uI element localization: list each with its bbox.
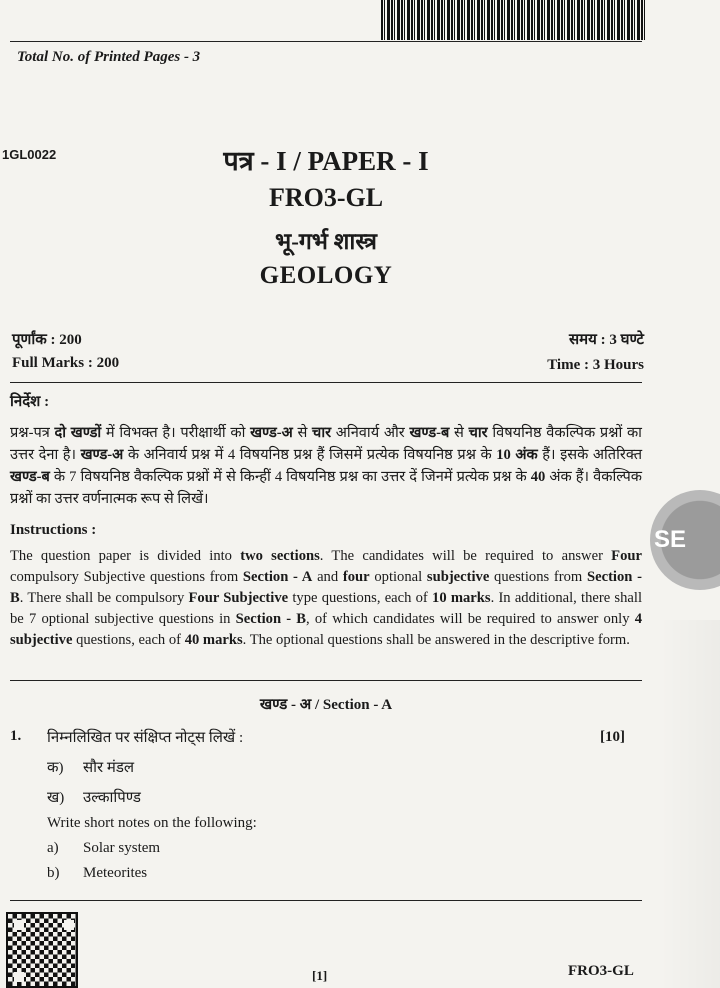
body-text: अंक हैं। वैकल्पिक प्रश्नों का उत्तर वर्णनात्मक रूप से लिखें। <box>10 469 642 507</box>
footer-code: FRO3-GL <box>568 963 634 979</box>
emphasis-text: 10 अंक <box>496 447 538 463</box>
emphasis-text: चार <box>312 425 332 441</box>
body-text: . In additional, there shall be 7 optional subjective questions in <box>10 590 643 627</box>
emphasis-text: खण्ड-अ <box>250 425 293 441</box>
body-text: questions, each of <box>72 632 185 648</box>
paper-title: पत्र - I / PAPER - I <box>223 146 429 176</box>
hindi-option-text: उल्कापिण्ड <box>83 790 141 806</box>
english-instructions-text <box>10 546 642 651</box>
body-text: विषयनिष्ठ वैकल्पिक प्रश्नों का उत्तर देना है। <box>10 425 642 463</box>
subject-code: FRO3-GL <box>268 183 384 212</box>
body-text: . The optional questions shall be answered in the descriptive form. <box>242 632 630 648</box>
hindi-option-label: ख) <box>47 790 65 806</box>
emphasis-text: चार <box>468 425 488 441</box>
printed-pages: Total No. of Printed Pages - 3 <box>17 49 201 65</box>
qr-code <box>6 912 78 988</box>
time-hindi: समय : 3 घण्टे <box>569 332 644 348</box>
section-rule <box>10 680 642 681</box>
body-text: से <box>292 425 313 441</box>
full-marks-hindi: पूर्णांक : 200 <box>12 332 82 348</box>
body-text: अनिवार्य और <box>331 425 410 441</box>
emphasis-text: Section - A <box>242 569 313 585</box>
page-number: [1] <box>312 968 328 983</box>
question-marks: [10] <box>600 729 625 745</box>
hindi-subject-title: भू-गर्भ शास्त्र <box>275 229 377 254</box>
section-a-heading: खण्ड - अ / Section - A <box>259 697 393 713</box>
watermark-stamp <box>650 490 720 590</box>
hindi-instructions-heading: निर्देश : <box>10 394 50 410</box>
english-option-label: b) <box>47 865 60 881</box>
emphasis-text: 40 marks <box>184 632 243 648</box>
page-edge-shade <box>660 620 720 988</box>
hindi-option-label: क) <box>47 760 64 776</box>
body-text: , of which candidates will be required to answer only <box>306 611 635 627</box>
full-marks-english: Full Marks : 200 <box>12 355 120 371</box>
emphasis-text: subjective <box>426 569 490 585</box>
emphasis-text: Section - B <box>235 611 307 627</box>
emphasis-text: खण्ड-ब <box>10 469 50 485</box>
emphasis-text: 4 subjective <box>10 611 642 648</box>
english-subject-title: GEOLOGY <box>259 262 393 289</box>
body-text: The question paper is divided into <box>10 548 241 564</box>
question-english-text: Write short notes on the following: <box>47 815 257 831</box>
emphasis-text: दो खण्डों <box>54 425 102 441</box>
emphasis-text: Section - B <box>10 569 642 606</box>
english-instructions-heading: Instructions : <box>10 522 97 538</box>
body-text: questions from <box>489 569 587 585</box>
barcode <box>381 0 646 40</box>
body-text: में विभक्त है। परीक्षार्थी को <box>101 425 251 441</box>
emphasis-text: four <box>342 569 370 585</box>
english-option-label: a) <box>47 840 59 856</box>
body-text: type questions, each of <box>288 590 433 606</box>
stamp-text: SE <box>654 526 687 553</box>
body-text: प्रश्न-पत्र <box>10 425 55 441</box>
instructions-rule <box>10 382 642 383</box>
body-text: optional <box>369 569 427 585</box>
question-hindi-text: निम्नलिखित पर संक्षिप्त नोट्स लिखें : <box>47 730 244 746</box>
body-text: के अनिवार्य प्रश्न में 4 विषयनिष्ठ प्रश्न हैं जिसमें प्रत्येक विषयनिष्ठ प्रश्न के <box>123 447 497 463</box>
body-text: and <box>312 569 343 585</box>
body-text: . The candidates will be required to answer <box>319 548 612 564</box>
top-rule <box>10 41 642 42</box>
emphasis-text: two sections <box>240 548 320 564</box>
emphasis-text: खण्ड-अ <box>80 447 124 463</box>
english-option-text: Meteorites <box>83 865 148 881</box>
english-option-text: Solar system <box>83 840 161 856</box>
emphasis-text: 40 <box>530 469 546 485</box>
question-number: 1. <box>10 728 22 744</box>
emphasis-text: Four <box>611 548 642 564</box>
emphasis-text: खण्ड-ब <box>409 425 450 441</box>
body-text: के 7 विषयनिष्ठ वैकल्पिक प्रश्नों में से किन्हीं 4 विषयनिष्ठ प्रश्न का उत्तर दें जिनमें प्रत्येक प्रश्न के <box>49 469 531 485</box>
hindi-instructions-text <box>10 422 642 510</box>
body-text: हैं। इसके अतिरिक्त <box>537 447 643 463</box>
bottom-rule <box>10 900 642 901</box>
paper-code: 1GL0022 <box>2 147 57 162</box>
body-text: . There shall be compulsory <box>19 590 189 606</box>
emphasis-text: 10 marks <box>432 590 491 606</box>
body-text: compulsory Subjective questions from <box>10 569 243 585</box>
hindi-option-text: सौर मंडल <box>83 760 135 776</box>
emphasis-text: Four Subjective <box>188 590 289 606</box>
body-text: से <box>449 425 469 441</box>
time-english: Time : 3 Hours <box>547 357 644 373</box>
